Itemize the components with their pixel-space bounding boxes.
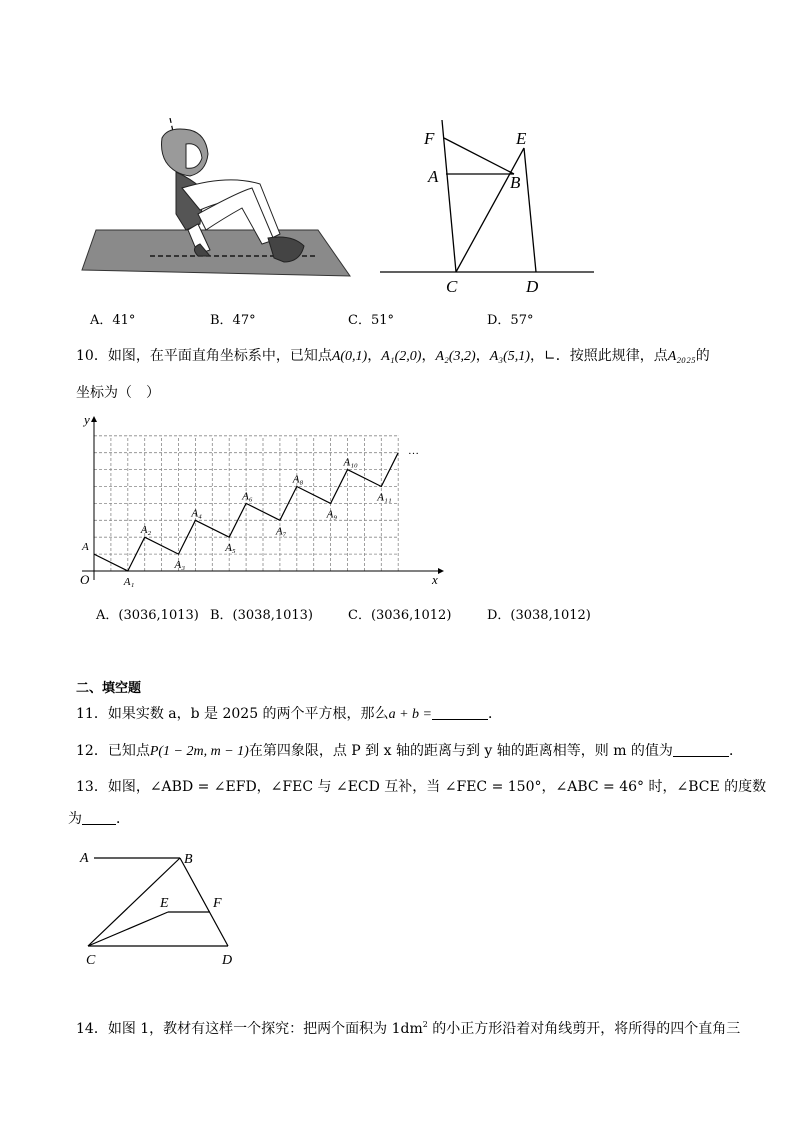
point-label: A₃ (174, 559, 186, 572)
origin-label: O (80, 572, 90, 587)
point-label: A₅ (225, 542, 236, 555)
q10-sep: ， (367, 348, 382, 364)
q9-option-b[interactable]: B．47° (210, 313, 256, 328)
q10-sep: ， (475, 348, 490, 364)
q12 (76, 741, 743, 762)
label-B: B (184, 852, 193, 867)
q10-point-a3: A₃(5,1) (489, 349, 530, 364)
q12-answer-blank[interactable] (673, 742, 729, 757)
situp-illustration (78, 118, 358, 280)
label-D: D (526, 277, 539, 296)
q11-text: 11．如果实数 a，b 是 2025 的两个平方根，那么 (76, 706, 389, 722)
q14 (76, 1015, 740, 1039)
q13-line1: 13．如图，∠ABD = ∠EFD，∠FEC 与 ∠ECD 互补，当 ∠FEC = 150°，∠ABC = 46° 时，∠BCE 的度数 (76, 779, 767, 795)
point-label: A₆ (242, 490, 253, 503)
q10-option-c[interactable]: C．(3036,1012) (348, 608, 452, 623)
q14-superscript: 2 (422, 1020, 428, 1029)
q11-answer-blank[interactable] (432, 705, 488, 720)
label-C: C (446, 277, 458, 296)
point-label: A₉ (326, 508, 338, 521)
label-C: C (86, 953, 96, 968)
label-B: B (510, 173, 521, 192)
q10-option-a[interactable]: A．(3036,1013) (96, 608, 199, 623)
q9-option-a[interactable]: A．41° (90, 313, 136, 328)
q13-line2-text: 为 (68, 811, 82, 827)
label-E: E (516, 129, 527, 148)
q11 (76, 704, 502, 725)
point-label: A₈ (292, 473, 304, 486)
q13-period: ． (116, 811, 130, 827)
q10-tail: 的 (695, 348, 710, 364)
q10-sep: ， (421, 348, 436, 364)
q13-geometry-figure (76, 846, 246, 970)
q10-stem-line1 (76, 346, 710, 367)
label-A: A (80, 851, 89, 866)
point-label: A₇ (275, 525, 287, 538)
q10-target-point: A₂₀₂₅ (667, 349, 696, 364)
q9-geometry-figure (376, 118, 606, 300)
label-D: D (222, 953, 233, 968)
q12-point: P(1 − 2m, m − 1) (149, 744, 249, 759)
graph-ellipsis: … (408, 445, 419, 457)
exercise-mat (82, 230, 350, 276)
q10-coordinate-graph (76, 410, 448, 590)
q10-stem-line2: 坐标为（ ） (76, 385, 160, 401)
axis-label-y: y (84, 412, 90, 427)
q9-option-c[interactable]: C．51° (348, 313, 394, 328)
q10-option-b[interactable]: B．(3038,1013) (210, 608, 313, 623)
point-label: A₂ (140, 524, 152, 537)
point-label: A₁ (123, 576, 135, 588)
label-F: F (213, 896, 222, 911)
label-E: E (160, 896, 169, 911)
q10-point-a2: A₂(3,2) (435, 349, 476, 364)
q14-text-continued: 的小正方形沿着对角线剪开，将所得的四个直角三 (427, 1021, 741, 1037)
section-heading-fill-in: 二、填空题 (76, 681, 142, 696)
q11-expression: a + b = (388, 707, 432, 722)
point-label: A₄ (191, 507, 202, 520)
point-label: A₁₀ (343, 456, 358, 469)
q10-dots: ∟ (543, 348, 556, 364)
q9-option-d[interactable]: D．57° (487, 313, 534, 328)
point-label: A₁₁ (377, 491, 392, 504)
q10-sep: ， (529, 348, 544, 364)
label-F: F (424, 129, 435, 148)
q10-option-d[interactable]: D．(3038,1012) (487, 608, 591, 623)
q10-point-a: A(0,1) (331, 349, 368, 364)
q11-period: ． (487, 706, 502, 722)
q13-line2 (68, 809, 130, 829)
label-A: A (428, 167, 439, 186)
q14-text: 14．如图 1，教材有这样一个探究：把两个面积为 1dm (76, 1021, 423, 1037)
point-label: A (82, 541, 89, 554)
q10-intro: 10．如图，在平面直角坐标系中，已知点 (76, 348, 332, 364)
q12-condition: 在第四象限，点 P 到 x 轴的距离与到 y 轴的距离相等，则 m 的值为 (248, 743, 673, 759)
q10-point-a1: A₁(2,0) (381, 349, 422, 364)
q10-rule: ．按照此规律，点 (555, 348, 668, 364)
q12-period: ． (728, 743, 743, 759)
q13-answer-blank[interactable] (82, 810, 116, 825)
axis-label-x: x (432, 572, 438, 587)
q12-text: 12．已知点 (76, 743, 150, 759)
